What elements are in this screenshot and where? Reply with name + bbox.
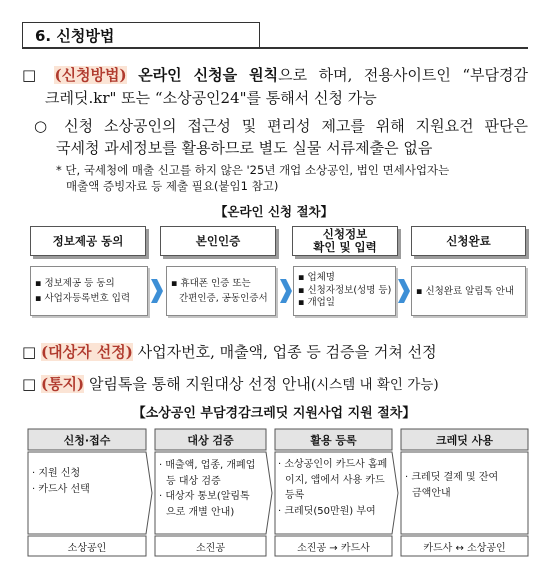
notice-bullet: □ [22,375,37,393]
method-detail-text: 신청 소상공인의 접근성 및 편리성 제고를 위해 지원요건 판단은 [64,117,528,135]
section-title: 6. 신청방법 [35,27,115,45]
method-label: (신청방법) [54,66,127,84]
list-item: ▪ 신청완료 알림톡 안내 [416,285,515,297]
section-header [22,22,528,49]
table-content-2 [159,458,255,520]
list-item: 등록 [285,490,305,501]
table-owner-4: 카드사 ↔ 소상공인 [423,542,506,554]
table-header-4: 크레딧 사용 [436,433,493,447]
support-flow-title: 【소상공인 부담경감크레딧 지원사업 지원 절차】 [132,406,416,421]
online-step-header-2 [160,226,276,256]
list-item: ▪ 사업자등록번호 입력 [35,293,131,304]
online-step-header-4 [411,226,526,256]
method-line-2: 크레딧.kr" 또는 “소상공인24"를 통해서 신청 가능 [45,89,377,107]
method-detail-line-2: 국세청 과세정보를 활용하므로 별도 실물 서류제출은 없음 [56,139,433,157]
list-item: 등 대상 검증 [166,475,221,487]
list-item: 으로 개별 안내) [166,506,235,518]
selection-line [22,341,437,363]
list-item: · 대상자 통보(알림톡 [159,491,250,502]
table-header-1: 신청·접수 [63,433,111,447]
section-title-box [22,22,260,49]
online-step-header-text: 정보제공 동의 [52,233,124,248]
method-emphasis: 온라인 신청을 원칙 [138,66,279,84]
online-step-header-1 [30,226,146,256]
selection-label: (대상자 선정) [40,343,133,361]
list-item: 금액안내 [412,487,451,499]
method-detail-bullet: ○ [34,117,54,135]
flow-arrow-3 [398,279,410,303]
list-item: ▪ 정보제공 등 동의 [35,278,115,289]
list-item: · 지원 신청 [32,468,81,479]
table-owner-2: 소진공 [196,542,225,554]
method-bullet: □ [22,66,43,84]
notice-paren: (시스템 내 확인 가능) [310,377,439,393]
list-item: ▪ 신청자정보(성명 등) [298,284,392,296]
notice-label: (통지) [40,375,85,393]
selection-bullet: □ [22,343,37,361]
list-item: ▪ 개업일 [298,297,335,309]
online-step-header-3 [292,226,398,256]
online-flow-title: 【온라인 신청 절차】 [214,204,334,219]
online-step-detail-4 [411,266,526,316]
notice-line [22,373,439,396]
online-step-detail-3 [293,266,396,316]
online-step-detail-1 [30,266,148,316]
selection-text: 사업자번호, 매출액, 업종 등 검증을 거쳐 선정 [137,343,437,361]
online-step-header-text: 신청완료 [446,233,491,248]
list-item: · 크레딧 결제 및 잔여 [405,472,499,483]
table-content-1 [32,466,90,497]
online-step-header-text: 확인 및 입력 [313,240,377,254]
table-header-2: 대상 검증 [187,433,234,447]
method-line-1 [22,64,528,86]
list-item: · 크레딧(50만원) 부여 [278,505,376,517]
list-item: 이지, 앱에서 사용 카드 [285,474,385,486]
list-item: ▪ 업체명 [298,272,335,284]
method-text: 으로 하며, 전용사이트인 “부담경감 [278,66,528,84]
list-item: · 카드사 선택 [32,483,90,495]
online-step-header-text: 본인인증 [195,233,241,248]
list-item: ▪ 휴대폰 인증 또는 [171,278,251,289]
flow-arrow-1 [151,279,163,303]
notice-text: 알림톡을 통해 지원대상 선정 안내 [88,375,311,393]
online-step-detail-2 [166,266,276,316]
table-header-3: 활용 등록 [310,433,357,447]
list-item: · 매출액, 업종, 개폐업 [159,460,256,471]
online-step-header-text: 신청정보 [322,227,368,241]
list-item: · 소상공인이 카드사 홈페 [278,459,388,470]
table-owner-1: 소상공인 [67,542,107,554]
table-content-3 [278,457,387,519]
table-owner-3: 소진공 → 카드사 [297,542,370,554]
note-line-1: * 단, 국세청에 매출 신고를 하지 않은 '25년 개업 소상공인, 법인 면세사업자는 [56,163,450,177]
table-content-4 [405,470,498,501]
note-line-2: 매출액 증빙자료 등 제출 필요(붙임1 참고) [66,179,279,193]
list-item: 간편인증, 공동인증서 [179,293,268,304]
method-detail-line-1 [34,115,528,137]
flow-arrow-2 [280,279,292,303]
